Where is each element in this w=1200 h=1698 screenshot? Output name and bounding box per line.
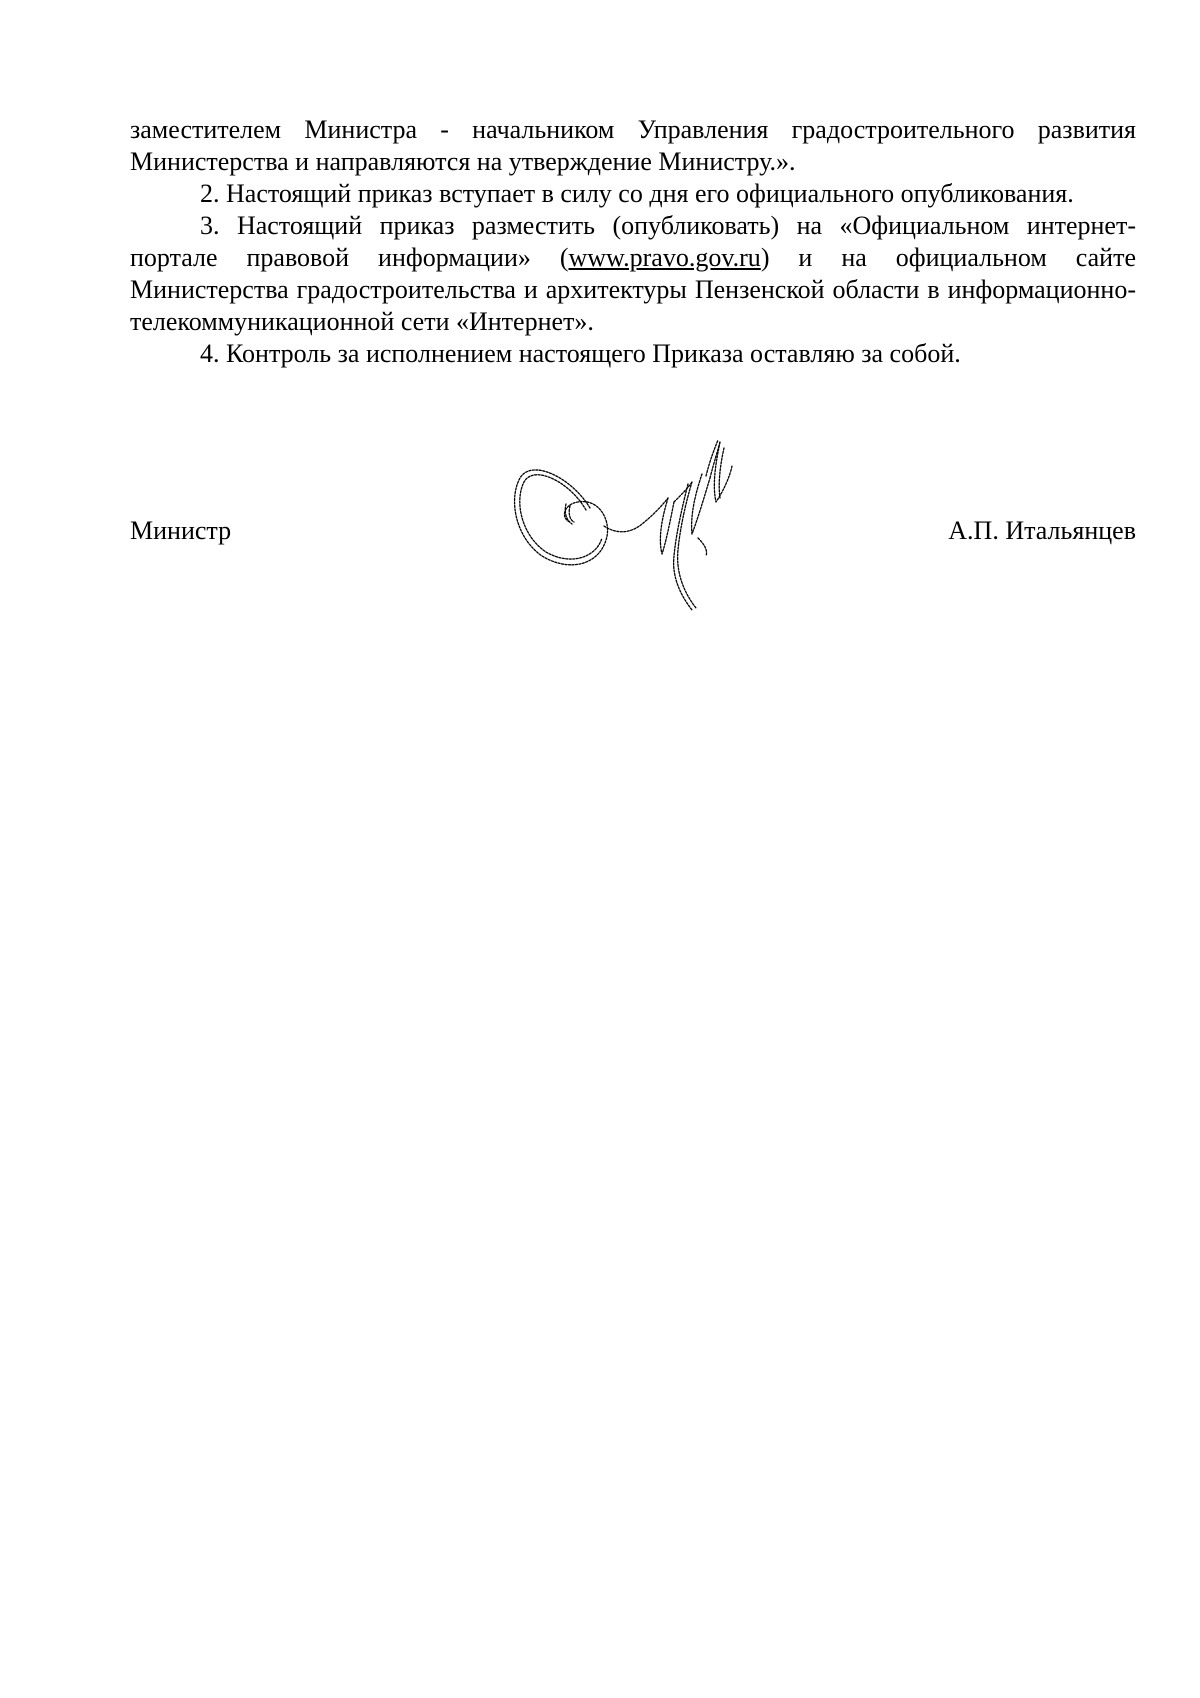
document-body	[130, 114, 1136, 370]
paragraph-3-text-start: 3. Настоящий приказ разместить (опубликовать) на «Официальном интернет-портале правовой информации» (	[130, 211, 1136, 272]
paragraph-3-text-end: ) и на официальном сайте Министерства градостроительства и архитектуры Пензенской области в информационно-телекоммуникационной сети «Интернет».	[130, 243, 1136, 336]
paragraph-2: 2. Настоящий приказ вступает в силу со дня его официального опубликования.	[200, 179, 1074, 208]
paragraph-3	[130, 210, 1136, 338]
signatory-name: А.П. Итальянцев	[948, 516, 1136, 545]
signatory-title: Министр	[130, 516, 232, 545]
paragraph-4: 4. Контроль за исполнением настоящего Приказа оставляю за собой.	[200, 339, 961, 368]
paragraph-continuation: заместителем Министра - начальником Управления градостроительного развития Министерства и направляются на утверждение Министру.».	[130, 115, 1136, 176]
handwritten-signature	[512, 438, 774, 620]
pravo-gov-link[interactable]: www.pravo.gov.ru	[568, 243, 761, 272]
